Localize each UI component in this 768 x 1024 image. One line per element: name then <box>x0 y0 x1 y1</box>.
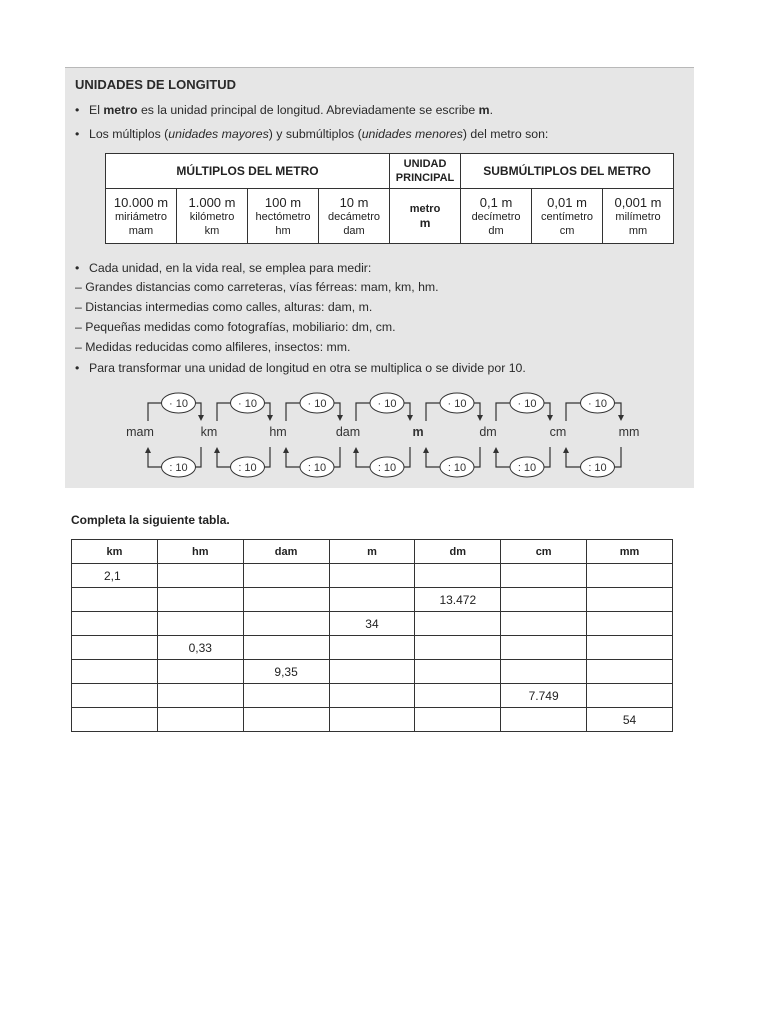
multiply-label: · 10 <box>238 398 257 410</box>
unit-label-dam: dam <box>335 425 361 439</box>
unit-cell-km: 1.000 m kilómetro km <box>177 189 248 244</box>
bullet-multiples: • Los múltiplos (unidades mayores) y submúltiplos (unidades menores) del metro son: <box>75 127 549 141</box>
table-cell-cm[interactable] <box>501 564 587 588</box>
unit-label-mm: mm <box>618 425 640 439</box>
multiply-label: · 10 <box>447 398 467 410</box>
table-cell-cm[interactable] <box>501 708 587 732</box>
table-row <box>72 588 673 612</box>
table-cell-hm[interactable] <box>157 684 243 708</box>
divide-label: : 10 <box>169 462 188 474</box>
divide-label: : 10 <box>238 462 257 474</box>
arrow-head-down-icon <box>477 415 483 421</box>
unit-label-hm: hm <box>269 425 287 439</box>
multiply-label: · 10 <box>517 398 537 410</box>
table-cell-hm[interactable] <box>157 588 243 612</box>
table-cell-m[interactable] <box>329 564 415 588</box>
unit-cell-mam: 10.000 m miriámetro mam <box>106 189 177 244</box>
table-cell-m[interactable] <box>329 636 415 660</box>
unit-label-mam: mam <box>126 425 154 439</box>
table-cell-dm[interactable] <box>415 564 501 588</box>
table-row <box>72 612 673 636</box>
unit-cell-mm: 0,001 m milímetro mm <box>603 189 674 244</box>
table-cell-cm[interactable] <box>501 660 587 684</box>
table-cell-cm[interactable]: 7.749 <box>501 684 587 708</box>
arrow-head-up-icon <box>423 447 429 453</box>
use-item: – Medidas reducidas como alfileres, insectos: mm. <box>75 340 351 354</box>
divide-label: : 10 <box>517 462 537 474</box>
table-cell-mm[interactable] <box>587 684 673 708</box>
table-row <box>72 684 673 708</box>
divide-label: : 10 <box>377 462 397 474</box>
box-title: UNIDADES DE LONGITUD <box>75 77 237 92</box>
table-cell-km[interactable] <box>72 612 158 636</box>
table-cell-hm[interactable] <box>157 660 243 684</box>
multiply-label: · 10 <box>169 398 188 410</box>
table-cell-dm[interactable]: 13.472 <box>415 588 501 612</box>
table-cell-m[interactable] <box>329 708 415 732</box>
table-cell-dam[interactable] <box>243 588 329 612</box>
divide-label: : 10 <box>588 462 607 474</box>
use-item: – Pequeñas medidas como fotografías, mobiliario: dm, cm. <box>75 320 396 334</box>
bullet-uses: • Cada unidad, en la vida real, se emplea para medir: <box>75 261 372 275</box>
arrow-head-up-icon <box>283 447 289 453</box>
table-cell-dm[interactable] <box>415 660 501 684</box>
table-cell-dam[interactable] <box>243 612 329 636</box>
multiply-label: · 10 <box>377 398 397 410</box>
header-submultiples: SUBMÚLTIPLOS DEL METRO <box>461 154 674 189</box>
table-cell-hm[interactable] <box>157 708 243 732</box>
header-multiples: MÚLTIPLOS DEL METRO <box>106 154 390 189</box>
col-header-hm: hm <box>157 540 243 564</box>
col-header-cm: cm <box>501 540 587 564</box>
table-cell-dam[interactable] <box>243 636 329 660</box>
table-cell-dm[interactable] <box>415 684 501 708</box>
table-cell-km[interactable] <box>72 684 158 708</box>
exercise-prompt: Completa la siguiente tabla. <box>71 513 230 527</box>
divide-label: : 10 <box>307 462 327 474</box>
arrow-head-down-icon <box>267 415 273 421</box>
table-cell-dam[interactable] <box>243 708 329 732</box>
info-box <box>65 67 694 488</box>
use-item: – Distancias intermedias como calles, alturas: dam, m. <box>75 300 373 314</box>
col-header-m: m <box>329 540 415 564</box>
bullet-metro: • El metro es la unidad principal de longitud. Abreviadamente se escribe m. <box>75 103 494 117</box>
arrow-head-down-icon <box>547 415 553 421</box>
unit-label-cm: cm <box>549 425 567 439</box>
table-cell-dm[interactable] <box>415 636 501 660</box>
table-cell-dam[interactable] <box>243 564 329 588</box>
arrow-head-up-icon <box>563 447 569 453</box>
table-cell-dm[interactable] <box>415 612 501 636</box>
table-cell-km[interactable] <box>72 636 158 660</box>
table-row <box>72 660 673 684</box>
conversion-diagram <box>120 381 660 481</box>
arrow-head-up-icon <box>493 447 499 453</box>
col-header-dam: dam <box>243 540 329 564</box>
multiply-label: · 10 <box>588 398 607 410</box>
unit-label-dm: dm <box>479 425 497 439</box>
arrow-head-up-icon <box>145 447 151 453</box>
unit-cell-cm: 0,01 m centímetro cm <box>532 189 603 244</box>
col-header-mm: mm <box>587 540 673 564</box>
unit-cell-m: metro m <box>390 189 461 244</box>
table-cell-mm[interactable] <box>587 588 673 612</box>
unit-label-m: m <box>412 425 424 439</box>
table-cell-m[interactable] <box>329 660 415 684</box>
table-cell-m[interactable]: 34 <box>329 612 415 636</box>
units-table <box>105 153 674 244</box>
table-cell-dam[interactable]: 9,35 <box>243 660 329 684</box>
table-cell-km[interactable]: 2,1 <box>72 564 158 588</box>
table-cell-mm[interactable]: 54 <box>587 708 673 732</box>
table-cell-m[interactable] <box>329 588 415 612</box>
table-row <box>72 636 673 660</box>
table-cell-km[interactable] <box>72 708 158 732</box>
table-cell-mm[interactable] <box>587 660 673 684</box>
use-item: – Grandes distancias como carreteras, vías férreas: mam, km, hm. <box>75 280 439 294</box>
arrow-head-up-icon <box>214 447 220 453</box>
table-cell-km[interactable] <box>72 660 158 684</box>
table-cell-mm[interactable] <box>587 636 673 660</box>
unit-cell-dm: 0,1 m decímetro dm <box>461 189 532 244</box>
exercise-table <box>71 539 673 732</box>
table-row <box>72 708 673 732</box>
arrow-head-down-icon <box>618 415 624 421</box>
header-principal: UNIDAD PRINCIPAL <box>390 154 461 189</box>
table-cell-dam[interactable] <box>243 684 329 708</box>
bullet-transform: • Para transformar una unidad de longitud en otra se multiplica o se divide por 10. <box>75 361 526 375</box>
table-cell-mm[interactable] <box>587 612 673 636</box>
table-cell-hm[interactable] <box>157 612 243 636</box>
table-cell-cm[interactable] <box>501 612 587 636</box>
col-header-km: km <box>72 540 158 564</box>
table-cell-hm[interactable] <box>157 564 243 588</box>
arrow-head-down-icon <box>198 415 204 421</box>
col-header-dm: dm <box>415 540 501 564</box>
table-cell-cm[interactable] <box>501 636 587 660</box>
arrow-head-down-icon <box>407 415 413 421</box>
table-row <box>72 564 673 588</box>
unit-cell-hm: 100 m hectómetro hm <box>248 189 319 244</box>
table-cell-dm[interactable] <box>415 708 501 732</box>
table-cell-cm[interactable] <box>501 588 587 612</box>
unit-cell-dam: 10 m decámetro dam <box>319 189 390 244</box>
multiply-label: · 10 <box>307 398 327 410</box>
divide-label: : 10 <box>447 462 467 474</box>
unit-label-km: km <box>200 425 218 439</box>
table-cell-mm[interactable] <box>587 564 673 588</box>
table-cell-km[interactable] <box>72 588 158 612</box>
table-cell-m[interactable] <box>329 684 415 708</box>
table-cell-hm[interactable]: 0,33 <box>157 636 243 660</box>
arrow-head-down-icon <box>337 415 343 421</box>
arrow-head-up-icon <box>353 447 359 453</box>
